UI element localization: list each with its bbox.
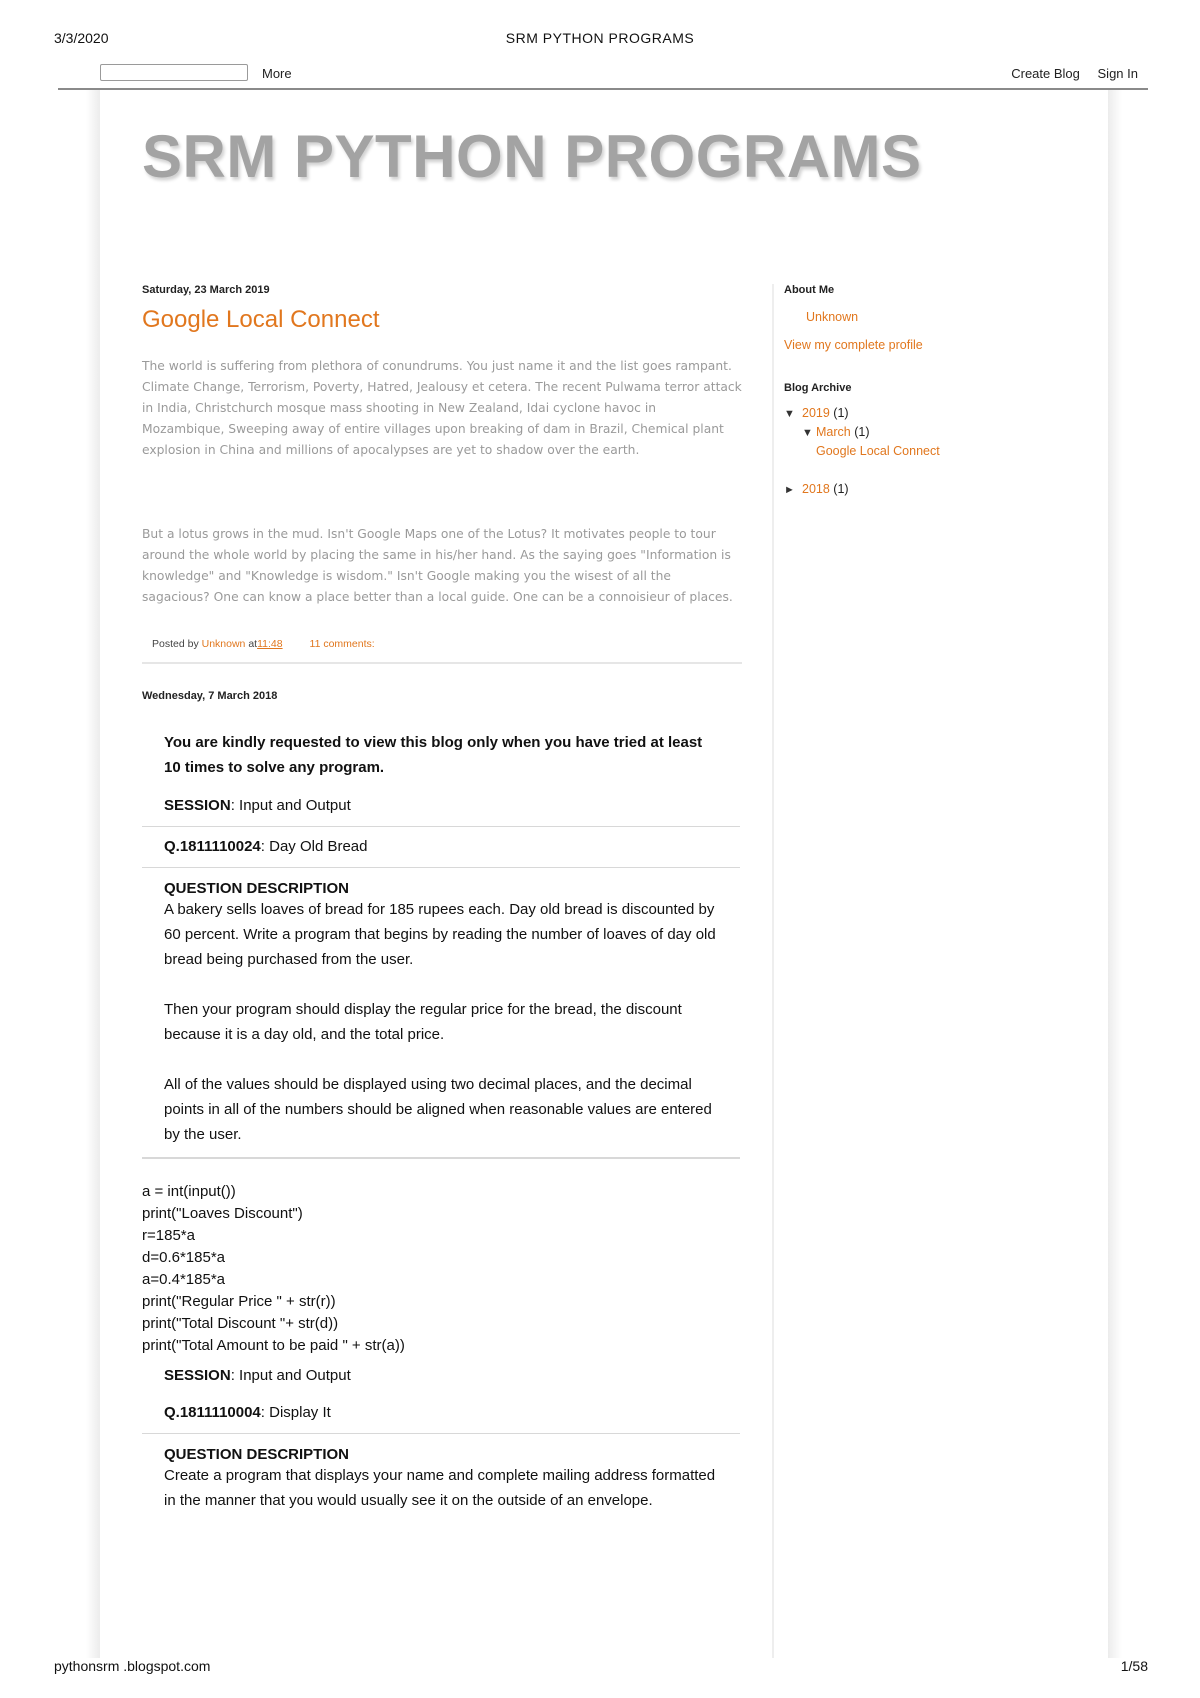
question-id: Q.1811110004 <box>164 1404 261 1421</box>
archive-count: (1) <box>833 482 849 496</box>
post-paragraph: The world is suffering from plethora of conundrums. You just name it and the list goes rampant. Climate Change, Terrorism, Poverty, Hatred, Jealousy et cetera. The recent Pulwama terror attack in India, Christchurch mosque mass shooting in New Zealand, Idai cyclone havoc in Mozambique, Sweeping away of entire villages upon breaking of dam in Brazil, Chemical plant explosion in China and millions of apocalypses are yet to shadow over the earth. <box>142 359 742 457</box>
question-description-heading: QUESTION DESCRIPTION <box>164 880 350 897</box>
archive-year-link[interactable]: 2018 <box>802 482 830 496</box>
session-value: : Input and Output <box>230 797 351 814</box>
search-input[interactable] <box>100 64 248 81</box>
expand-toggle-icon[interactable]: ▼ <box>784 408 795 420</box>
view-profile-link[interactable]: View my complete profile <box>784 338 923 352</box>
question-name: : Day Old Bread <box>260 838 368 855</box>
post-body <box>142 356 742 608</box>
at-label: at <box>248 638 258 650</box>
archive-post-link[interactable]: Google Local Connect <box>816 444 940 458</box>
content-shadow-left <box>86 90 100 1658</box>
description-paragraph: A bakery sells loaves of bread for 185 rupees each. Day old bread is discounted by 60 percent. Write a program that begins by reading the number of loaves of day old bread being purchased from the user. <box>164 901 716 968</box>
author-profile-link[interactable]: Unknown <box>806 310 859 324</box>
question-description-heading: QUESTION DESCRIPTION <box>164 1446 350 1463</box>
content-shadow-right <box>1108 90 1122 1658</box>
blog-title[interactable]: SRM PYTHON PROGRAMS <box>142 123 922 190</box>
print-header <box>0 30 1200 50</box>
print-date: 3/3/2020 <box>54 30 109 46</box>
post-footer <box>142 638 742 664</box>
main-column <box>142 284 742 1523</box>
question-description <box>142 1463 742 1523</box>
blog-archive-heading: Blog Archive <box>784 382 852 394</box>
blogger-navbar <box>58 62 1148 90</box>
archive-count: (1) <box>833 406 849 420</box>
posted-by-label: Posted by <box>152 638 199 650</box>
archive-year-link[interactable]: 2019 <box>802 406 830 420</box>
print-title: SRM PYTHON PROGRAMS <box>505 30 695 46</box>
print-page-number: 1/58 <box>1120 1658 1148 1674</box>
divider <box>142 1157 740 1159</box>
archive-month-link[interactable]: March <box>816 425 851 439</box>
print-url: pythonsrm .blogspot.com <box>54 1658 211 1674</box>
question-id: Q.1811110024 <box>164 838 261 855</box>
question-description <box>142 897 742 1157</box>
expand-toggle-icon[interactable]: ► <box>784 484 795 496</box>
post-date: Saturday, 23 March 2019 <box>142 284 270 296</box>
about-author-row <box>806 308 1064 326</box>
more-link[interactable]: More <box>262 66 292 81</box>
sign-in-link[interactable]: Sign In <box>1097 66 1138 81</box>
expand-toggle-icon[interactable]: ▼ <box>802 427 813 439</box>
session-label: SESSION <box>164 797 231 814</box>
description-paragraph: All of the values should be displayed using two decimal places, and the decimal points in all of the numbers should be aligned when reasonable values are entered by the user. <box>164 1076 712 1143</box>
session-label: SESSION <box>164 1367 231 1384</box>
comments-link[interactable]: 11 comments: <box>309 638 375 650</box>
code-block: a = int(input()) print("Loaves Discount") r=185*a d=0.6*185*a a=0.4*185*a print("Regular Price " + str(r)) print("Total Discount "+ str(d)) print("Total Amount to be paid " + str(a)) <box>142 1183 405 1354</box>
post-author-link[interactable]: Unknown <box>201 638 246 650</box>
question-row <box>142 1396 742 1433</box>
description-paragraph: Create a program that displays your name and complete mailing address formatted in the manner that you would usually see it on the outside of an envelope. <box>164 1467 716 1509</box>
question-name: : Display It <box>260 1404 331 1421</box>
archive-count: (1) <box>854 425 870 439</box>
profile-row <box>784 336 1064 354</box>
description-paragraph: Then your program should display the regular price for the bread, the discount because it is a day old, and the total price. <box>164 1001 682 1043</box>
post-title-link[interactable]: Google Local Connect <box>142 306 380 333</box>
archive-month-march <box>802 425 1064 439</box>
post-paragraph: But a lotus grows in the mud. Isn't Google Maps one of the Lotus? It motivates people to tour around the whole world by placing the same in his/her hand. As the saying goes "Information is knowledge" and "Knowledge is wisdom." Isn't Google making you the wisest of all the sagacious? One can know a place better than a local guide. One can be a connoisieur of places. <box>142 527 733 604</box>
archive-year-2018 <box>784 482 1064 496</box>
session-value: : Input and Output <box>230 1367 351 1384</box>
question-row <box>142 827 742 867</box>
post-time-link[interactable]: 11:48 <box>257 638 283 650</box>
session-row <box>142 786 742 826</box>
navbar-actions <box>997 66 1138 81</box>
notice-text: You are kindly requested to view this blog only when you have tried at least 10 times to solve any program. <box>164 734 703 776</box>
archive-post-row <box>816 444 1064 458</box>
archive-year-2019 <box>784 406 1064 420</box>
post-date: Wednesday, 7 March 2018 <box>142 690 278 702</box>
about-me-heading: About Me <box>784 284 835 296</box>
sidebar <box>774 284 1064 501</box>
session-row <box>142 1357 742 1396</box>
create-blog-link[interactable]: Create Blog <box>1011 66 1080 81</box>
